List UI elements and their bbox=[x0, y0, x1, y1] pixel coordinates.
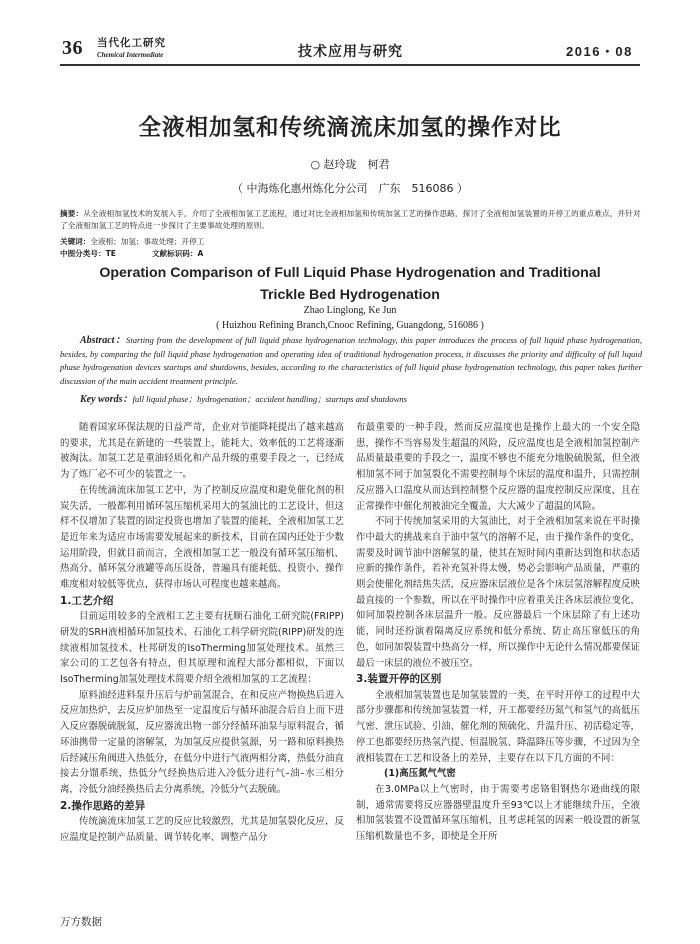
paragraph: 布最重要的一种手段，然而反应温度也是操作上最大的一个安全隐患，操作不当容易发生超温的风险，反应温度也是全液相加氢控制产品质量最重要的手段之一，温度不够也不能充分地脱硫脱氮，但全液相加氢不同于加氢裂化不需要控制每个床层的温度和温升，只需控制反应器入口温度从而达到控制整个反应器的温度控制反应深度，且在正常操作中催化剂被油完全覆盖，大大减少了超温的风险。 bbox=[356, 422, 640, 512]
affiliation: （ 中海炼化惠州炼化分公司 广东 516086 ） bbox=[232, 182, 468, 195]
abstract-cn-label: 摘要： bbox=[60, 209, 84, 218]
paragraph: 目前运用较多的全液相工艺主要有抚顺石油化工研究院(FRIPP)研发的SRH液相循环加氢技术、石油化工科学研究院(RIPP)研发的连续液相加氢技术、杜邦研发的IsoTherming加氢处理技术。虽然三家公司的工艺包各有特点，但其原理和流程大部分都相似，下面以IsoTherming加氢处理技术简要介绍全液相加氢的工艺流程： bbox=[60, 611, 344, 686]
subsection-heading: (1)高压氮气气密 bbox=[384, 768, 456, 780]
abstract-cn bbox=[60, 208, 642, 231]
abstract-en-text: Starting from the development of full liquid phase hydrogenation technology, this paper introduces the process of full liquid phase hydrogenation, besides, by comparing the full liquid phase hydrogenation and operating idea of traditional hydrogenation process, it discusses the priority and difficulty of full liquid phase hydrogenation devices startups and shutdowns, besides, according to the characteristics of full liquid phase hydrogenation technology, this paper takes further discussion of the main accident treatment principle. bbox=[60, 335, 642, 386]
classification-label: 中图分类号： bbox=[60, 249, 106, 258]
classification-value: TE bbox=[105, 249, 116, 258]
keywords-cn-text: 全液相；加氢；事故处理；开停工 bbox=[90, 237, 205, 246]
header-divider bbox=[60, 64, 640, 66]
keywords-en-label: Key words： bbox=[80, 394, 133, 405]
section-heading: 2.操作思路的差异 bbox=[60, 799, 146, 812]
title-en-line1: Operation Comparison of Full Liquid Phase Hydrogenation and Traditional bbox=[99, 265, 601, 281]
classification bbox=[60, 248, 203, 259]
affiliation-en: ( Huizhou Refining Branch,Cnooc Refining, Guangdong, 516086 ) bbox=[216, 320, 484, 331]
paragraph: 原料油经进料泵升压后与炉前氢混合，在和反应产物换热后进入反应加热炉，去反应炉加热至一定温度后与循环油混合后自上而下进入反应器脱硫脱氮，反应器流出物一部分经循环油泵与原料混合，循环油携带一定量的溶解氢，为加氢反应提供氢源，另一路和原料换热后经减压角阀进入热低分，在低分中进行气液两相分离，热低分油直接去分馏系统，热低分气经换热后进入冷低分进行气–油–水三相分离，冷低分油经换热后去分离系统，冷低分气去脱硫。 bbox=[60, 689, 344, 795]
abstract-en-label: Abstract： bbox=[80, 335, 127, 346]
title-en bbox=[60, 262, 640, 306]
keywords-en bbox=[80, 390, 407, 405]
keywords-en-text: full liquid phase；hydrogenation；accident handling；startups and shutdowns bbox=[132, 394, 407, 404]
title-en-line2: Trickle Bed Hydrogenation bbox=[260, 287, 440, 303]
page-number: 36 bbox=[62, 37, 83, 59]
magazine-name-cn: 当代化工研究 bbox=[97, 37, 166, 49]
section-heading: 1.工艺介绍 bbox=[60, 594, 114, 607]
body-column-right bbox=[356, 420, 640, 845]
magazine-name-en: Chemical Intermediate bbox=[97, 51, 164, 59]
authors-en: Zhao Linglong, Ke Jun bbox=[303, 305, 397, 316]
keywords-cn-label: 关键词： bbox=[60, 237, 91, 246]
issue-label: 2016・08 bbox=[566, 44, 633, 59]
body-column-left bbox=[60, 420, 344, 846]
authors: ○ 赵玲珑 柯君 bbox=[310, 158, 390, 171]
section-title: 技术应用与研究 bbox=[298, 44, 403, 60]
paragraph: 随着国家环保法规的日益严苛，企业对节能降耗提出了越来越高的要求，尤其是在新建的一些装置上，能耗大、效率低的工艺将逐渐被淘汰。加氢工艺是重油轻质化和产品升级的重要手段之一，已经成为了炼厂必不可少的装置之一。 bbox=[60, 422, 344, 481]
paragraph: 传统滴流床加氢工艺的反应比较激烈，尤其是加氢裂化反应，反应温度是控制产品质量、调节转化率、调整产品分 bbox=[60, 816, 344, 843]
footer-source: 万方数据 bbox=[60, 916, 102, 928]
section-heading: 3.装置开停的区别 bbox=[356, 673, 442, 686]
paragraph: 在传统滴流床加氢工艺中，为了控制反应温度和避免催化剂的积炭失活，一般都利用循环氢压缩机采用大的氢油比的工艺设计，但这样不仅增加了装置的固定投资也增加了装置的能耗，全液相加氢工艺是近年来为适应市场需要发展起来的新技术，目前在国内还处于少数运用阶段，但就目前而言，全液相加氢工艺一般没有循环氢压缩机、热高分、循环氢分液罐等高压设备，普遍具有能耗低、投资小、操作难度相对较低等优点，获得市场认可程度也越来越高。 bbox=[60, 484, 344, 591]
paragraph: 不同于传统加氢采用的大氢油比，对于全液相加氢来说在平时操作中最大的挑战来自于油中氢气的溶解不足，由于操作条件的变化，需要及时调节油中溶解氢的量，使其在短时间内重新达到饱和状态适应新的操作条件，若补充氢补得太慢，势必会影响产品质量，严重的则会使催化剂结焦失活，反应器床层液位是各个床层氢溶解程度反映最直接的一个参数，所以在平时操作中应着重关注各床层液位变化，如同加裂控制各床层温升一般。反应器最后一个床层除了有上述功能，同时还扮演着隔离反应系统和低分系统、防止高压窜低压的角色，如同加裂装置中热高分一样，所以操作中无论什么情况都要保证最后一床层的液位不被压空。 bbox=[356, 516, 640, 669]
abstract-en bbox=[60, 334, 642, 388]
doc-code-label: 文献标识码： bbox=[151, 249, 198, 258]
doc-code-value: A bbox=[197, 249, 204, 258]
paragraph: 在3.0MPa以上气密时，由于需要考虑铬钼钢热尔逊曲线的限制，通常需要将反应器器壁温度升至93℃以上才能继续升压，全液相加氢装置不设置循环氢压缩机，且考虑耗氢的因素一般设置的新氢压缩机数量也不多，即使是全开所 bbox=[356, 783, 640, 843]
keywords-cn bbox=[60, 236, 204, 247]
paragraph: 全液相加氢装置也是加氢装置的一类，在平时开停工的过程中大部分步骤都和传统加氢装置一样，开工都要经历氮气和氢气的高低压气密、泄压试验、引油、催化剂的预硫化、升温升压、初活稳定等，停工也都要经历热氢汽提、恒温脱氢、降温降压等步骤，不过因为全液相装置在工艺和设备上的差异，主要存在以下几方面的不同： bbox=[356, 689, 640, 764]
article-title: 全液相加氢和传统滴流床加氢的操作对比 bbox=[138, 115, 562, 141]
abstract-cn-text: 从全液相加氢技术的发展入手，介绍了全液相加氢工艺流程，通过对比全液相加氢和传统加氢工艺的操作思路，探讨了全液相加氢装置的开停工的重点难点，并针对了全液相加氢工艺的特点进一步探讨了主要事故处理的原则。 bbox=[60, 209, 641, 230]
